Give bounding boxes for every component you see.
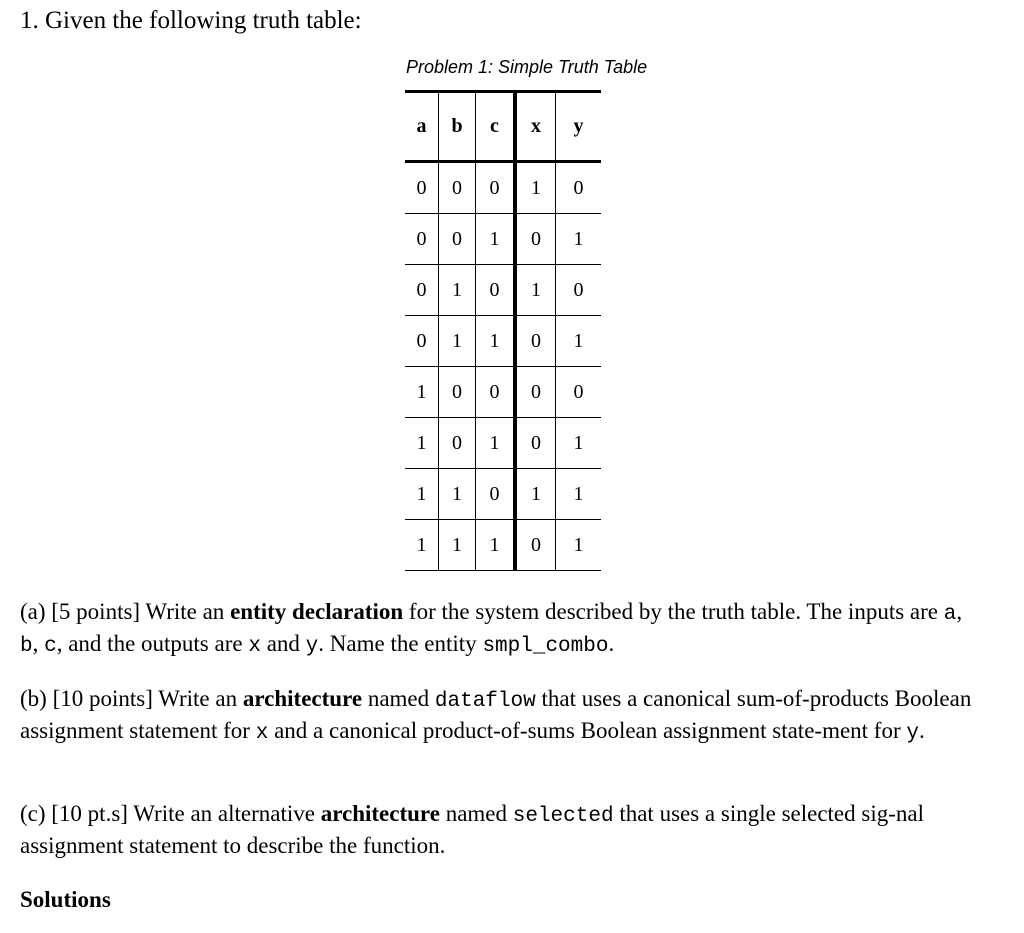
table-row [405,265,601,316]
table-caption: Problem 1: Simple Truth Table [406,57,648,77]
table-cell: 0 [556,162,602,214]
table-row [405,367,601,418]
text-run: (b) [10 points] Write an [20,686,243,711]
column-header-c: c [476,92,516,162]
bold-term: architecture [320,801,440,826]
table-cell: 1 [556,316,602,367]
table-row [405,316,601,367]
text-run: named [439,801,513,826]
table-cell: 0 [439,214,476,265]
text-run: , [32,631,45,656]
table-cell: 0 [405,265,439,316]
table-cell: 0 [515,367,556,418]
code-term: selected [512,805,614,828]
code-term: y [906,722,919,745]
table-cell: 0 [476,367,516,418]
table-cell: 0 [439,367,476,418]
table-cell: 0 [439,418,476,469]
question-heading: 1. Given the following truth table: [20,7,362,34]
table-cell: 1 [556,520,602,571]
table-cell: 1 [515,469,556,520]
table-cell: 1 [476,418,516,469]
column-header-x: x [515,92,556,162]
text-run: . Name the entity [318,631,483,656]
table-header-row [405,92,601,162]
table-cell: 1 [405,418,439,469]
table-cell: 0 [405,316,439,367]
table-cell: 0 [476,162,516,214]
column-header-y: y [556,92,602,162]
table-cell: 1 [556,214,602,265]
table-cell: 1 [439,469,476,520]
column-header-b: b [439,92,476,162]
code-term: smpl_combo [482,635,609,658]
table-cell: 1 [476,520,516,571]
table-cell: 1 [556,418,602,469]
table-row [405,418,601,469]
table-cell: 0 [515,418,556,469]
table-cell: 1 [405,469,439,520]
table-cell: 0 [405,214,439,265]
table-cell: 1 [476,316,516,367]
text-run: , and the outputs are [56,631,249,656]
table-cell: 0 [556,265,602,316]
text-run: . [918,718,925,743]
table-cell: 0 [476,265,516,316]
table-row [405,162,601,214]
code-term: dataflow [434,690,536,713]
table-cell: 1 [515,265,556,316]
solutions-heading: Solutions [20,887,111,912]
code-term: a [943,603,957,626]
table-cell: 1 [515,162,556,214]
table-cell: 1 [439,520,476,571]
text-run: that uses a single selected sig-nal assignment statement to describe the function. [20,801,924,858]
bold-term: architecture [242,686,363,711]
text-run: , [956,599,963,624]
table-cell: 0 [439,162,476,214]
text-run: that uses a canonical sum-of-products Boolean assignment statement for [20,686,972,743]
table-cell: 1 [556,469,602,520]
code-term: x [255,722,269,745]
table-cell: 0 [476,469,516,520]
table-row [405,520,601,571]
part-c-paragraph [20,799,980,860]
text-run: named [362,686,435,711]
text-run: and a canonical product-of-sums Boolean assignment state-ment for [268,718,907,743]
code-term: c [44,635,57,658]
table-cell: 1 [476,214,516,265]
code-term: x [248,635,261,658]
table-row [405,469,601,520]
text-run: for the system described by the truth table. The inputs are [403,599,944,624]
text-run: . [608,631,615,656]
truth-table [405,90,601,571]
table-cell: 0 [515,316,556,367]
table-cell: 1 [405,520,439,571]
table-row [405,214,601,265]
column-header-a: a [405,92,439,162]
code-term: y [305,635,319,658]
text-run: (c) [10 pt.s] Write an alternative [20,801,321,826]
table-cell: 0 [515,520,556,571]
table-cell: 0 [515,214,556,265]
table-cell: 1 [405,367,439,418]
table-cell: 0 [556,367,602,418]
table-cell: 1 [439,265,476,316]
text-run: and [260,631,306,656]
part-a-paragraph [20,597,980,661]
code-term: b [20,635,33,658]
bold-term: entity declaration [230,599,404,624]
table-cell: 0 [405,162,439,214]
text-run: (a) [5 points] Write an [20,599,231,624]
part-b-paragraph [20,684,980,748]
table-cell: 1 [439,316,476,367]
